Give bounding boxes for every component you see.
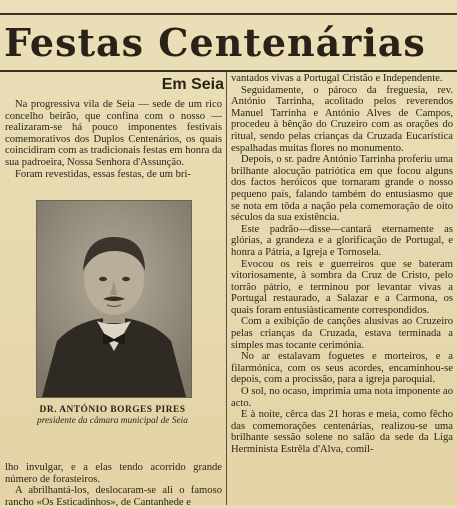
portrait-photo bbox=[36, 200, 192, 398]
headline-text: Festas Centenárias bbox=[4, 20, 426, 65]
portrait-image bbox=[37, 201, 191, 397]
paragraph: Na progressiva vila de Seia — sede de um rico concelho beirão, que confina com o nosso — realizaram-se há pouco imponentes festivais comemorativos dos Duplos Centenários, os quais coincidiram com as tradicionais festas em honra da sua padroeira, Nossa Senhora d'Assunção. bbox=[5, 99, 222, 168]
paragraph: Foram revestidas, essas festas, de um bri- bbox=[15, 168, 191, 180]
paragraph: No ar estalavam foguetes e morteiros, e a filarmónica, com os seus acordes, encaminhou-se depois, com a procissão, para a igreja paroquial. bbox=[231, 351, 453, 386]
paragraph: O sol, no ocaso, imprimia uma nota imponente ao acto. bbox=[231, 386, 453, 409]
top-rule bbox=[0, 13, 457, 15]
column-divider bbox=[226, 72, 227, 505]
paragraph: E à noite, cêrca das 21 horas e meia, como fêcho das comemorações centenárias, realizou-se uma brilhante sessão solene no salão da sede da Liga Herminista Estrêla d'Alva, comil- bbox=[231, 409, 453, 455]
section-subhead: Em Seia bbox=[161, 76, 224, 93]
paragraph: Evocou os reis e guerreiros que se bateram vitoriosamente, à sombra da Cruz de Cristo, pelo torrão pátrio, e terminou por levantar vivas a Portugal restaurado, a Salazar e a Carmona, os quais foram entusiàsticamente correspondidos. bbox=[231, 258, 453, 316]
paragraph: Com a exibição de canções alusivas ao Cruzeiro pelas crianças da Cruzada, estava terminada a simples mas tocante cerimónia. bbox=[231, 316, 453, 351]
left-column-bottom bbox=[5, 462, 222, 508]
paragraph: lho invulgar, e a elas tendo acorrido grande número de forasteiros. bbox=[5, 462, 222, 485]
headline bbox=[4, 18, 454, 68]
paragraph: vantados vivas a Portugal Cristão e Independente. bbox=[231, 73, 443, 84]
caption-name: DR. ANTÓNIO BORGES PIRES bbox=[39, 405, 186, 415]
paragraph: A abrilhantá-los, deslocaram-se ali o famoso rancho «Os Esticadinhos», de Cantanhede e bbox=[5, 485, 222, 508]
right-column bbox=[231, 73, 453, 456]
paragraph: Este padrão—disse—cantará eternamente as glórias, a grandeza e a glorificação de Portugal, e honra a Pátria, a Igreja e Tornosela. bbox=[231, 223, 453, 258]
photo-caption bbox=[10, 405, 215, 427]
paragraph: Seguidamente, o pároco da freguesia, rev. António Tarrinha, acolitado pelos reverendos Manuel Tarrinha e António Alves de Campos, procedeu à bênção do Cruzeiro com as orações do ritual, sendo pelas crianças da Cruzada Eucarística espalhadas muitas flores no monumento. bbox=[231, 84, 453, 154]
paragraph: Depois, o sr. padre António Tarrinha proferiu uma brilhante alocução patriótica em que focou alguns dos factos heróicos que tornaram grande o nosso pequeno país, falando também do entusiasmo que se nota em tôda a nação pela comemoração de oito séculos da sua existência. bbox=[231, 154, 453, 224]
headline-rule bbox=[0, 70, 457, 72]
caption-role: presidente da câmara municipal de Seia bbox=[37, 416, 188, 426]
left-column-top bbox=[5, 99, 222, 180]
